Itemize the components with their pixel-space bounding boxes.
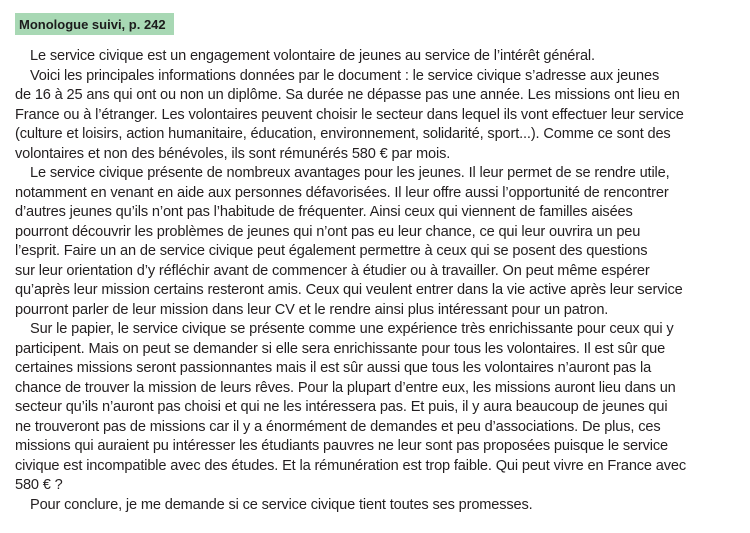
text-line: France ou à l’étranger. Les volontaires peuvent choisir le secteur dans lequel ils vont effectuer leur service bbox=[15, 106, 684, 123]
text-line: sur leur orientation d’y réfléchir avant de commencer à étudier ou à travailler. On peut même espérer bbox=[15, 262, 650, 279]
monologue-text bbox=[15, 47, 734, 515]
text-line: l’esprit. Faire un an de service civique peut également permettre à ceux qui se posent des questions bbox=[15, 243, 648, 259]
text-line: qu’après leur mission certains resteront amis. Ceux qui veulent entrer dans la vie active après leur service bbox=[15, 282, 683, 298]
text-line: de 16 à 25 ans qui ont ou non un diplôme. Sa durée ne dépasse pas une année. Les missions ont lieu en bbox=[15, 87, 680, 103]
text-line: d’autres jeunes qu’ils n’ont pas l’habitude de fréquenter. Ainsi ceux qui viennent de familles aisées bbox=[15, 204, 633, 220]
text-line: pourront parler de leur mission dans leur CV et le rendre ainsi plus intéressant pour un patron. bbox=[15, 301, 609, 318]
text-line: Sur le papier, le service civique se présente comme une expérience très enrichissante pour ceux qui y bbox=[30, 321, 674, 337]
text-line: 580 € ? bbox=[15, 477, 63, 493]
text-line: Le service civique est un engagement volontaire de jeunes au service de l’intérêt général. bbox=[30, 48, 595, 64]
text-line: (culture et loisirs, action humanitaire, éducation, environnement, solidarité, sport...). Comme ce sont des bbox=[15, 126, 671, 142]
text-line: Pour conclure, je me demande si ce service civique tient toutes ses promesses. bbox=[30, 496, 533, 513]
text-line: chance de trouver la mission de leurs rêves. Pour la plupart d’entre eux, les missions auront lieu dans un bbox=[15, 379, 676, 396]
text-line: notamment en venant en aide aux personnes défavorisées. Il leur offre aussi l’opportunité de rencontrer bbox=[15, 184, 669, 201]
text-line: participent. Mais on peut se demander si elle sera enrichissante pour tous les volontaires. Il est sûr que bbox=[15, 340, 666, 357]
text-line: Voici les principales informations données par le document : le service civique s’adresse aux jeunes bbox=[30, 67, 660, 84]
text-line: secteur qu’ils n’auront pas choisi et qui ne les intéressera pas. Et puis, il y aura beaucoup de jeunes qui bbox=[15, 399, 668, 415]
text-line: Le service civique présente de nombreux avantages pour les jeunes. Il leur permet de se rendre utile, bbox=[30, 165, 670, 181]
section-heading: Monologue suivi, p. 242 bbox=[15, 13, 174, 35]
text-line: ne trouveront pas de missions car il y a énormément de demandes et peu d’associations. De plus, ces bbox=[15, 418, 661, 435]
text-line: pourront découvrir les problèmes de jeunes qui n’ont pas eu leur chance, ce qui leur ouvrira un peu bbox=[15, 223, 641, 240]
text-line: certaines missions seront passionnantes mais il est sûr aussi que tous les volontaires n’auront pas la bbox=[15, 360, 652, 376]
text-line: missions qui auraient pu intéresser les étudiants pauvres ne leur sont pas proposées puisque le service bbox=[15, 438, 668, 454]
text-line: civique est incompatible avec des études. Et la rémunération est trop faible. Qui peut vivre en France avec bbox=[15, 457, 687, 474]
text-line: volontaires et non des bénévoles, ils sont rémunérés 580 € par mois. bbox=[15, 145, 451, 162]
